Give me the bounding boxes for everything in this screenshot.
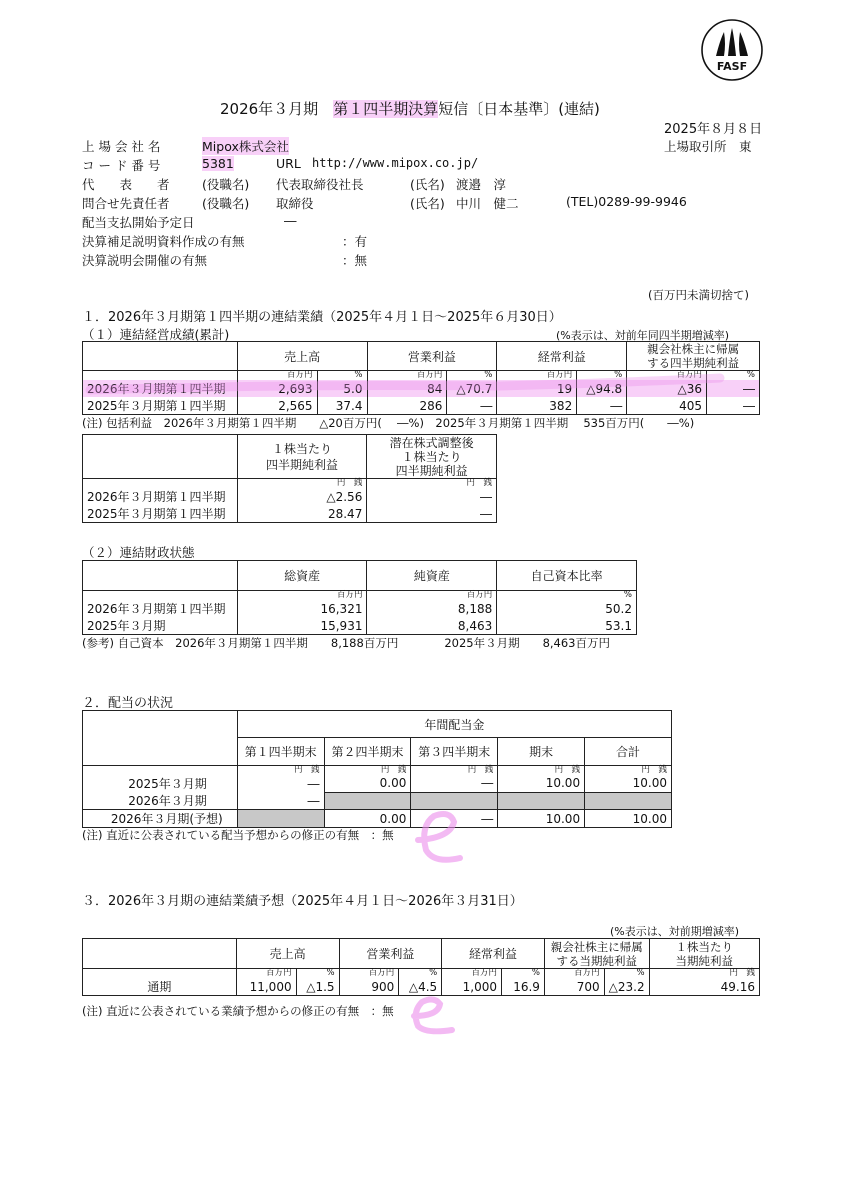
section3-title: ３．2026年３月期の連結業績予想（2025年４月１日～2026年３月31日） bbox=[82, 894, 523, 909]
unit-label: 百万円 bbox=[237, 591, 367, 601]
section3-pct-note: (%表示は、対前期増減率) bbox=[610, 925, 740, 938]
table-row bbox=[83, 978, 760, 996]
eps-header-1: １株当たり bbox=[271, 441, 332, 456]
col-total: 合計 bbox=[585, 738, 672, 766]
unit-label: 百万円 bbox=[236, 969, 296, 979]
cell bbox=[585, 792, 672, 810]
unit-label: % bbox=[399, 969, 442, 979]
unit-label: % bbox=[577, 371, 627, 381]
pen-scribble-2 bbox=[404, 990, 464, 1040]
unit-label: 百万円 bbox=[442, 969, 502, 979]
cell: 8,188 bbox=[367, 600, 497, 617]
title-post: 短信〔日本基準〕(連結) bbox=[438, 100, 600, 118]
cell: ― bbox=[707, 380, 760, 397]
cell: △4.5 bbox=[399, 978, 442, 996]
cell: ― bbox=[411, 810, 498, 828]
cell: 49.16 bbox=[649, 978, 759, 996]
fasf-logo bbox=[700, 18, 764, 82]
cell: ― bbox=[411, 775, 498, 792]
unit-label: % bbox=[317, 371, 367, 381]
cell: ― bbox=[707, 397, 760, 415]
cell: △1.5 bbox=[296, 978, 339, 996]
cell: ― bbox=[447, 397, 497, 415]
contact-name: 中川 健二 bbox=[456, 196, 519, 211]
rep-label: 代 表 者 bbox=[82, 177, 170, 192]
cell: 700 bbox=[544, 978, 604, 996]
cell: ― bbox=[577, 397, 627, 415]
title-pre: 2026年３月期 bbox=[220, 100, 334, 118]
table-row bbox=[83, 775, 672, 792]
col-q2-end: 第２四半期末 bbox=[324, 738, 411, 766]
col-net-profit-1: 親会社株主に帰属 bbox=[647, 342, 740, 356]
contact-label: 問合せ先責任者 bbox=[82, 196, 170, 211]
cell: 1,000 bbox=[442, 978, 502, 996]
section1-title: １．2026年３月期第１四半期の連結業績（2025年４月１日～2025年６月30日） bbox=[82, 310, 562, 325]
row-label: 2026年３月期第１四半期 bbox=[83, 488, 238, 505]
supplementary-label: 決算補足説明資料作成の有無 bbox=[82, 234, 245, 249]
col-net-profit-2: する当期純利益 bbox=[556, 953, 638, 968]
row-label: 通期 bbox=[83, 978, 237, 996]
contact-role: 取締役 bbox=[276, 196, 314, 211]
section1-pct-note: (%表示は、対前年同四半期増減率) bbox=[556, 329, 730, 342]
pen-highlight-stroke bbox=[80, 368, 740, 408]
col-sales: 売上高 bbox=[237, 342, 367, 371]
col-equity-ratio: 自己資本比率 bbox=[497, 561, 637, 591]
cell: 8,463 bbox=[367, 617, 497, 635]
table-row bbox=[83, 488, 497, 505]
forecast-note: (注) 直近に公表されている業績予想からの修正の有無 ：無 bbox=[82, 1004, 394, 1018]
eps-header-2: 四半期純利益 bbox=[265, 457, 338, 472]
cell: 900 bbox=[339, 978, 399, 996]
cell: 10.00 bbox=[585, 775, 672, 792]
unit-label: 円 銭 bbox=[585, 766, 672, 776]
unit-label: % bbox=[497, 591, 637, 601]
unit-label: % bbox=[707, 371, 760, 381]
report-date: 2025年８月８日 bbox=[664, 122, 763, 137]
cell: 50.2 bbox=[497, 600, 637, 617]
col-sales: 売上高 bbox=[236, 939, 339, 969]
cell: 19 bbox=[497, 380, 577, 397]
briefing-label: 決算説明会開催の有無 bbox=[82, 253, 208, 268]
cell: ― bbox=[367, 488, 497, 505]
section1-sub1: （１）連結経営成績(累計) bbox=[82, 327, 230, 342]
cell: △23.2 bbox=[604, 978, 649, 996]
rep-name: 渡邉 淳 bbox=[456, 177, 507, 192]
company-url[interactable]: http://www.mipox.co.jp/ bbox=[312, 156, 479, 170]
cell bbox=[237, 810, 324, 828]
row-label: 2025年３月期 bbox=[83, 775, 238, 792]
row-label: 2025年３月期第１四半期 bbox=[83, 505, 238, 523]
row-label: 2026年３月期第１四半期 bbox=[83, 380, 238, 397]
company-name-label: 上 場 会 社 名 bbox=[82, 139, 161, 154]
contact-name-label: (氏名) bbox=[410, 196, 445, 211]
col-total-assets: 総資産 bbox=[237, 561, 367, 591]
briefing-value: ：無 bbox=[342, 253, 368, 268]
cell: 10.00 bbox=[498, 775, 585, 792]
cell: 10.00 bbox=[585, 810, 672, 828]
col-q1-end: 第１四半期末 bbox=[237, 738, 324, 766]
url-label: URL bbox=[276, 156, 301, 171]
cell: 405 bbox=[627, 397, 707, 415]
col-year-end: 期末 bbox=[498, 738, 585, 766]
col-eps-2: 当期純利益 bbox=[675, 953, 734, 968]
cell: 53.1 bbox=[497, 617, 637, 635]
section2-title: ２．配当の状況 bbox=[82, 696, 174, 711]
section1-sub2: （２）連結財政状態 bbox=[82, 545, 195, 560]
cell: 15,931 bbox=[237, 617, 367, 635]
unit-label: 百万円 bbox=[544, 969, 604, 979]
cell: ― bbox=[237, 775, 324, 792]
pen-scribble-1 bbox=[410, 800, 470, 870]
cell: △94.8 bbox=[577, 380, 627, 397]
table-row bbox=[83, 600, 637, 617]
col-eps-1: １株当たり bbox=[675, 939, 734, 954]
row-label: 2025年３月期 bbox=[83, 617, 238, 635]
col-ordinary-profit: 経常利益 bbox=[442, 939, 545, 969]
unit-label: 円 銭 bbox=[411, 766, 498, 776]
cell: ― bbox=[237, 792, 324, 810]
title-highlight: 第１四半期決算 bbox=[333, 100, 439, 118]
col-ordinary-profit: 経常利益 bbox=[497, 342, 627, 371]
cell: 11,000 bbox=[236, 978, 296, 996]
unit-label: 円 銭 bbox=[367, 479, 497, 489]
deps-header-3: 四半期純利益 bbox=[395, 463, 468, 478]
cell: 5.0 bbox=[317, 380, 367, 397]
cell: △70.7 bbox=[447, 380, 497, 397]
code-label: コ ー ド 番 号 bbox=[82, 158, 161, 173]
cell: 10.00 bbox=[498, 810, 585, 828]
row-label: 2026年３月期第１四半期 bbox=[83, 600, 238, 617]
cell: 0.00 bbox=[324, 775, 411, 792]
cell: ― bbox=[367, 505, 497, 523]
cell bbox=[324, 792, 411, 810]
company-name: Mipox株式会社 bbox=[202, 139, 289, 154]
unit-label: 円 銭 bbox=[237, 479, 367, 489]
cell: 84 bbox=[367, 380, 447, 397]
row-label: 2026年３月期(予想) bbox=[83, 810, 238, 828]
unit-label: 円 銭 bbox=[498, 766, 585, 776]
cell: 286 bbox=[367, 397, 447, 415]
supplementary-value: ：有 bbox=[342, 234, 368, 249]
unit-label: 百万円 bbox=[367, 591, 497, 601]
cell: △36 bbox=[627, 380, 707, 397]
table-row bbox=[83, 617, 637, 635]
dividend-note: (注) 直近に公表されている配当予想からの修正の有無 ：無 bbox=[82, 828, 394, 842]
financial-position-table bbox=[82, 560, 637, 635]
cell: 382 bbox=[497, 397, 577, 415]
unit-label: 円 銭 bbox=[324, 766, 411, 776]
annual-dividend-header: 年間配当金 bbox=[237, 711, 671, 738]
unit-label: % bbox=[502, 969, 545, 979]
cell: 2,565 bbox=[237, 397, 317, 415]
cell: 28.47 bbox=[237, 505, 367, 523]
col-net-profit-1: 親会社株主に帰属 bbox=[550, 939, 643, 954]
unit-note: (百万円未満切捨て) bbox=[648, 288, 749, 302]
rep-name-label: (氏名) bbox=[410, 177, 445, 192]
cell: △2.56 bbox=[237, 488, 367, 505]
col-q3-end: 第３四半期末 bbox=[411, 738, 498, 766]
cell bbox=[498, 792, 585, 810]
col-net-profit-2: する四半期純利益 bbox=[647, 356, 740, 370]
dividend-date-value: ― bbox=[284, 213, 297, 228]
page-title bbox=[220, 98, 600, 119]
table-row bbox=[83, 792, 672, 810]
contact-role-label: (役職名) bbox=[202, 196, 250, 211]
table-row bbox=[83, 810, 672, 828]
cell: 16.9 bbox=[502, 978, 545, 996]
deps-header-2: １株当たり bbox=[401, 449, 462, 464]
unit-label: % bbox=[296, 969, 339, 979]
contact-tel: (TEL)0289-99-9946 bbox=[566, 194, 687, 209]
row-label: 2025年３月期第１四半期 bbox=[83, 397, 238, 415]
rep-role: 代表取締役社長 bbox=[276, 177, 364, 192]
unit-label: % bbox=[604, 969, 649, 979]
cell: 37.4 bbox=[317, 397, 367, 415]
table-row bbox=[83, 505, 497, 523]
unit-label: % bbox=[447, 371, 497, 381]
unit-label: 百万円 bbox=[339, 969, 399, 979]
eps-table bbox=[82, 434, 497, 523]
forecast-table bbox=[82, 938, 760, 996]
cell: 16,321 bbox=[237, 600, 367, 617]
unit-label: 円 銭 bbox=[237, 766, 324, 776]
unit-label: 百万円 bbox=[627, 371, 707, 381]
deps-header-1: 潜在株式調整後 bbox=[389, 435, 474, 450]
comprehensive-income-note: (注) 包括利益 2026年３月期第１四半期 △20百万円( ―%) 2025年３月期第１四半期 535百万円( ―%) bbox=[82, 416, 695, 430]
rep-role-label: (役職名) bbox=[202, 177, 250, 192]
dividend-table bbox=[82, 710, 672, 828]
exchange: 上場取引所 東 bbox=[664, 139, 752, 154]
cell: 2,693 bbox=[237, 380, 317, 397]
logo-text: FASF bbox=[716, 60, 748, 73]
col-operating-profit: 営業利益 bbox=[367, 342, 497, 371]
unit-label: 百万円 bbox=[367, 371, 447, 381]
unit-label: 百万円 bbox=[237, 371, 317, 381]
unit-label: 円 銭 bbox=[649, 969, 759, 979]
cell: 0.00 bbox=[324, 810, 411, 828]
row-label: 2026年３月期 bbox=[83, 792, 238, 810]
unit-label: 百万円 bbox=[497, 371, 577, 381]
equity-note: (参考) 自己資本 2026年３月期第１四半期 8,188百万円 2025年３月期 8,463百万円 bbox=[82, 636, 611, 650]
col-net-assets: 純資産 bbox=[367, 561, 497, 591]
code-number: 5381 bbox=[202, 156, 234, 171]
col-operating-profit: 営業利益 bbox=[339, 939, 442, 969]
dividend-date-label: 配当支払開始予定日 bbox=[82, 215, 195, 230]
